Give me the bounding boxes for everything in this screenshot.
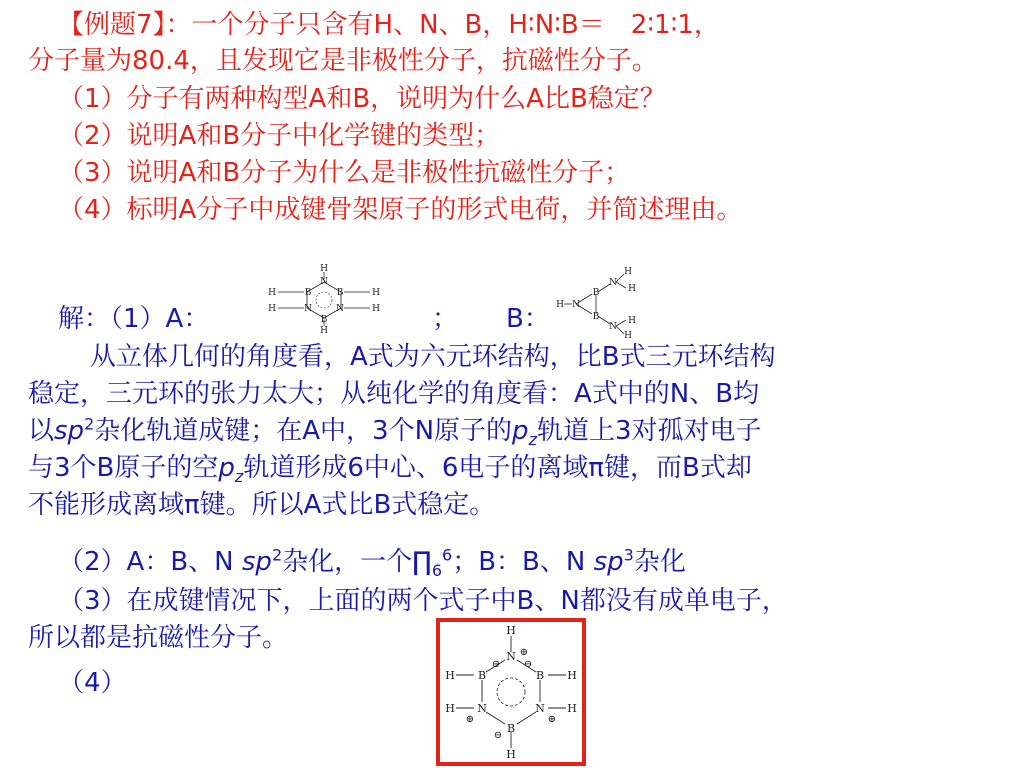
pz-term: p <box>512 416 529 446</box>
atom-b: B <box>506 722 516 735</box>
atom-h: H <box>506 624 516 637</box>
answer-p2: 稳定，三元环的张力太大；从纯化学的角度看：A式中的N、B均 <box>28 379 760 409</box>
atom-n: N <box>506 650 516 663</box>
answer-p3-post: 轨道上3对孤对电子 <box>536 416 762 446</box>
question-1: （1）分子有两种构型A和B，说明为什么A比B稳定？ <box>58 84 666 114</box>
atom-h: H <box>445 702 455 715</box>
atom-b: B <box>320 315 328 325</box>
question-title-cont: 分子量为80.4，且发现它是非极性分子，抗磁性分子。 <box>28 46 658 76</box>
answer-1-b-label: B： <box>506 304 550 334</box>
atom-h: H <box>372 288 380 298</box>
answer-2-mid: 杂化，一个∏ <box>282 547 432 577</box>
atom-h: H <box>567 669 577 682</box>
answer-3-line1: （3）在成键情况下，上面的两个式子中B、N都没有成单电子， <box>58 586 788 616</box>
atom-h: H <box>268 288 276 298</box>
answer-p3-mid: 杂化轨道成键；在A中，3个N原子的 <box>94 416 513 446</box>
answer-1-sep: ； <box>432 304 459 334</box>
borazine-formal-charges <box>440 622 582 762</box>
formal-charge-figure <box>436 618 586 766</box>
answer-2 <box>0 545 1024 579</box>
sp3-superscript: 3 <box>623 545 634 565</box>
pz-term: p <box>218 453 235 483</box>
atom-h: H <box>268 304 276 314</box>
atom-h: H <box>372 304 380 314</box>
answer-4: （4） <box>58 668 127 698</box>
pz-subscript: z <box>528 430 537 450</box>
sp-term: sp <box>241 547 272 577</box>
minus-charge-icon: ⊖ <box>493 730 503 741</box>
sp-superscript: 2 <box>84 414 95 434</box>
sp-term: sp <box>593 547 624 577</box>
atom-h: H <box>320 326 328 334</box>
atom-b: B <box>336 288 344 298</box>
minus-charge-icon: ⊖ <box>523 659 533 670</box>
atom-h: H <box>624 331 632 340</box>
atom-h: H <box>445 669 455 682</box>
answer-p3-pre: 以 <box>28 416 55 446</box>
atom-b: B <box>535 669 545 682</box>
atom-h: H <box>624 267 632 277</box>
atom-h: H <box>628 316 636 326</box>
pi-superscript: 6 <box>442 545 453 565</box>
answer-2-b: ；B：B、N <box>452 547 586 577</box>
sp-superscript: 2 <box>271 545 283 565</box>
answer-2-pre: （2）A：B、N <box>58 547 234 577</box>
answer-p4-post: 轨道形成6中心、6电子的离域π键，而B式却 <box>243 453 752 483</box>
sp-term: sp <box>54 416 85 446</box>
answer-2-end: 杂化 <box>633 547 686 577</box>
atom-n: N <box>320 277 328 287</box>
answer-p5: 不能形成离域π键。所以A式比B式稳定。 <box>28 490 496 520</box>
answer-p3 <box>0 414 1024 448</box>
atom-n: N <box>535 702 545 715</box>
structure-a-small <box>264 262 384 334</box>
atom-n: N <box>336 304 344 314</box>
atom-h: H <box>628 284 636 294</box>
pi-subscript: 6 <box>431 561 443 581</box>
atom-h: H <box>320 264 328 274</box>
atom-b: B <box>304 288 312 298</box>
atom-n: N <box>572 300 580 310</box>
atom-n: N <box>609 278 617 288</box>
pz-subscript: z <box>234 467 244 487</box>
atom-h: H <box>567 702 577 715</box>
plus-charge-icon: ⊕ <box>519 647 529 658</box>
atom-h: H <box>556 300 564 310</box>
answer-3-line2: 所以都是抗磁性分子。 <box>28 623 289 653</box>
atom-h: H <box>506 748 516 761</box>
minus-charge-icon: ⊖ <box>491 659 501 670</box>
atom-b: B <box>592 312 600 322</box>
atom-b: B <box>592 288 600 298</box>
answer-p1: 从立体几何的角度看，A式为六元环结构，比B式三元环结构 <box>90 342 776 372</box>
atom-b: B <box>477 669 487 682</box>
plus-charge-icon: ⊕ <box>547 714 557 725</box>
answer-p4 <box>0 451 1024 485</box>
structure-b-small <box>556 264 646 340</box>
answer-1-a-label: 解：（1）A： <box>58 304 210 334</box>
question-3: （3）说明A和B分子为什么是非极性抗磁性分子； <box>58 158 631 188</box>
atom-n: N <box>609 322 617 332</box>
question-2: （2）说明A和B分子中化学键的类型； <box>58 121 501 151</box>
question-4: （4）标明A分子中成键骨架原子的形式电荷，并简述理由。 <box>58 195 743 225</box>
atom-n: N <box>304 304 312 314</box>
question-title: 【例题7】：一个分子只含有H、N、B，H∶N∶B＝ 2∶1∶1， <box>58 10 720 40</box>
atom-n: N <box>477 702 487 715</box>
answer-p4-pre: 与3个B原子的空 <box>28 453 219 483</box>
plus-charge-icon: ⊕ <box>465 714 475 725</box>
